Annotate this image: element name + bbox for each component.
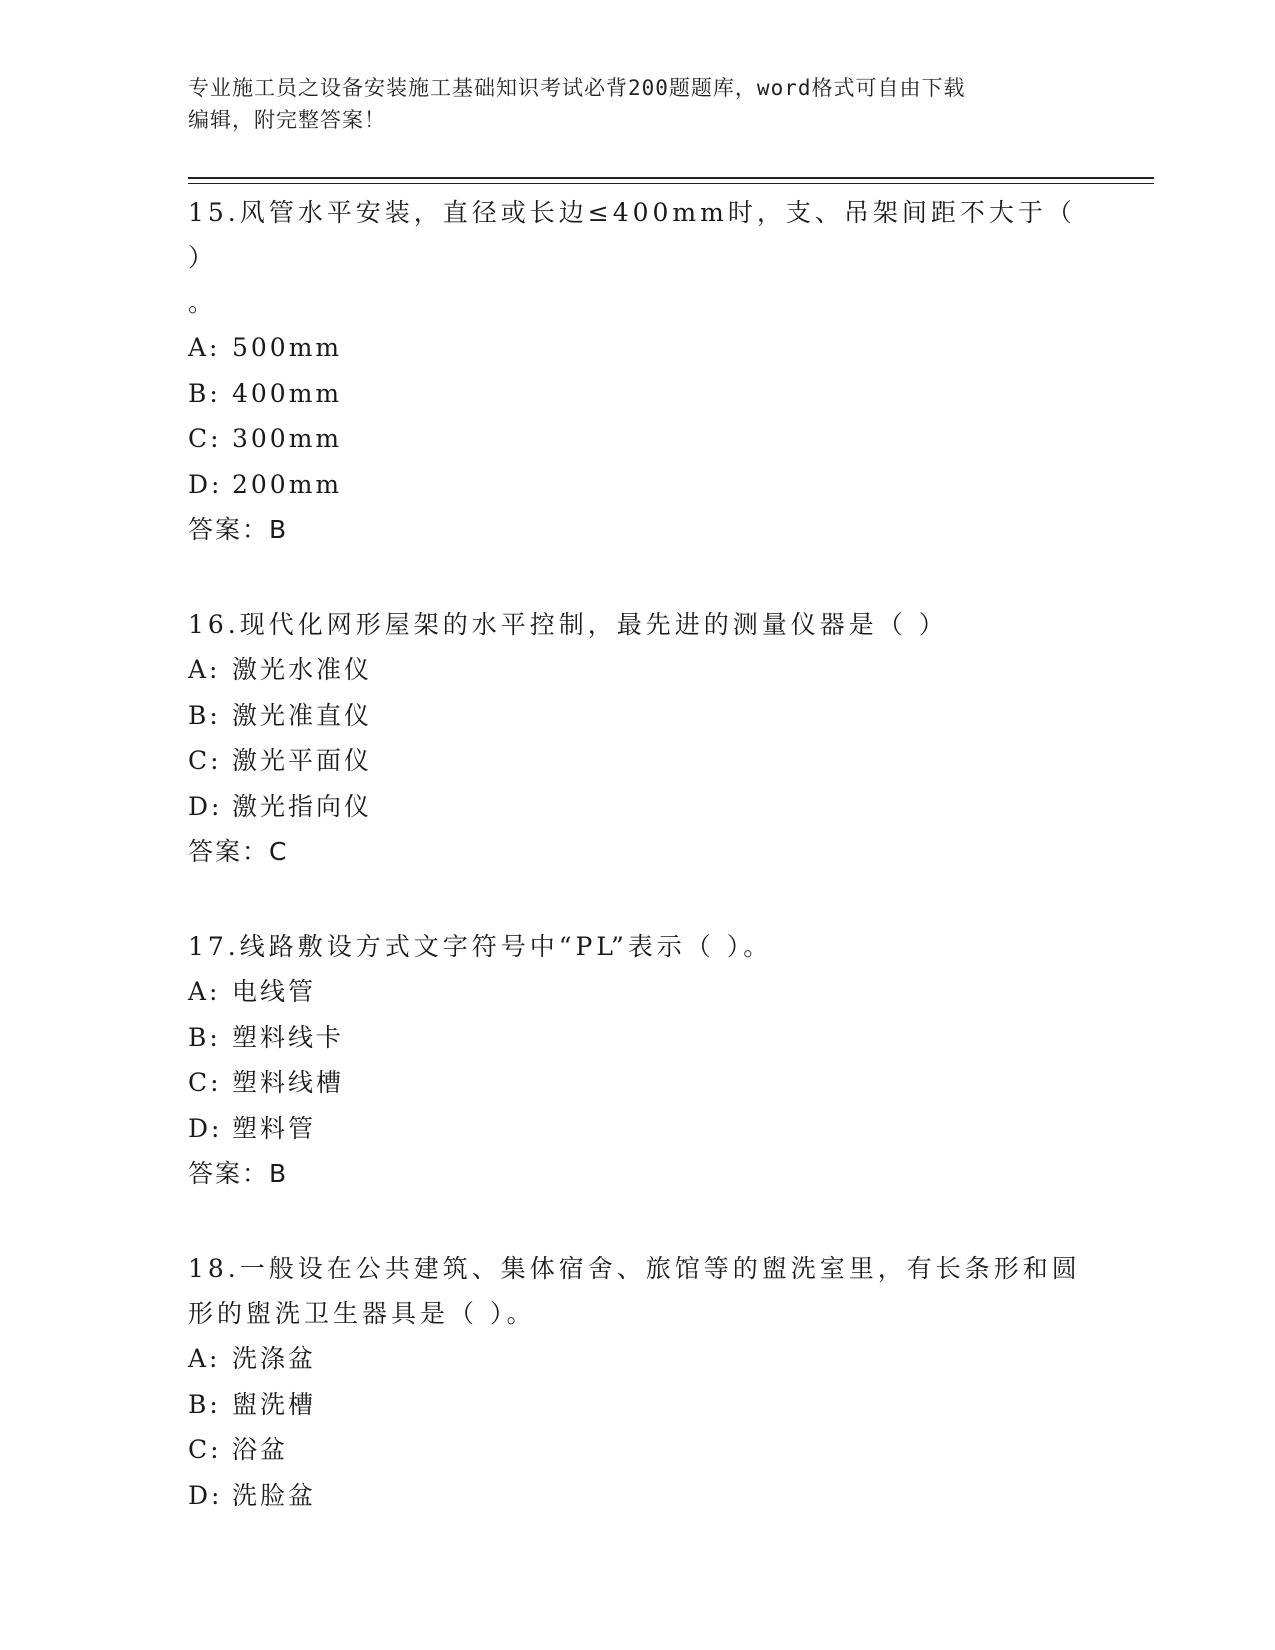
option-text: 浴盆	[232, 1435, 289, 1464]
option-letter: A:	[188, 655, 221, 684]
option-letter: B:	[188, 1022, 221, 1052]
question-spacer	[188, 552, 1088, 602]
option-d	[188, 784, 1088, 830]
option-letter: A:	[188, 977, 221, 1006]
option-b	[188, 371, 1088, 417]
option-letter: C:	[188, 1435, 222, 1464]
question-spacer	[188, 874, 1088, 924]
option-letter: B:	[188, 700, 221, 730]
option-c	[188, 738, 1088, 784]
header-rule-thin	[188, 183, 1154, 184]
option-text: 400mm	[232, 378, 343, 408]
question-16	[188, 602, 1088, 874]
option-d	[188, 1473, 1088, 1519]
option-b	[188, 693, 1088, 739]
option-letter: A:	[188, 1344, 221, 1373]
option-text: 激光平面仪	[232, 746, 373, 775]
option-text: 500mm	[232, 333, 343, 362]
option-a	[188, 1336, 1088, 1382]
option-c	[188, 1427, 1088, 1473]
option-letter: D:	[188, 1113, 223, 1143]
option-text: 塑料线卡	[232, 1022, 345, 1052]
question-text-continued: 。	[188, 288, 218, 317]
question-spacer	[188, 1196, 1088, 1246]
header-rule-thick	[188, 177, 1154, 179]
option-text: 盥洗槽	[232, 1389, 317, 1419]
option-letter: C:	[188, 1068, 222, 1097]
question-15	[188, 190, 1088, 552]
question-17	[188, 924, 1088, 1196]
option-text: 激光水准仪	[232, 655, 373, 684]
option-d	[188, 462, 1088, 508]
option-letter: D:	[188, 1480, 223, 1510]
question-list	[188, 190, 1088, 1518]
option-a	[188, 647, 1088, 693]
option-text: 电线管	[232, 977, 317, 1006]
option-d	[188, 1106, 1088, 1152]
header-line-2: 编辑，附完整答案！	[188, 108, 386, 132]
option-text: 激光准直仪	[232, 700, 373, 730]
question-text: 16.现代化网形屋架的水平控制，最先进的测量仪器是（ ）	[188, 610, 948, 639]
option-text: 洗涤盆	[232, 1344, 317, 1373]
option-b	[188, 1382, 1088, 1428]
option-text: 洗脸盆	[232, 1480, 317, 1510]
document-header	[188, 72, 1088, 136]
answer-line: 答案：B	[188, 515, 289, 544]
question-text: 15.风管水平安装，直径或长边≤400mm时，支、吊架间距不大于（ ）	[188, 198, 1076, 272]
option-a	[188, 325, 1088, 371]
option-b	[188, 1015, 1088, 1061]
option-text: 300mm	[232, 424, 343, 453]
option-text: 激光指向仪	[232, 791, 373, 821]
option-text: 塑料管	[232, 1113, 317, 1143]
question-text: 18.一般设在公共建筑、集体宿舍、旅馆等的盥洗室里，有长条形和圆	[188, 1254, 1081, 1283]
answer-line: 答案：B	[188, 1159, 289, 1188]
option-letter: D:	[188, 791, 223, 821]
option-letter: C:	[188, 746, 222, 775]
option-letter: D:	[188, 469, 223, 499]
option-letter: B:	[188, 378, 221, 408]
question-text: 17.线路敷设方式文字符号中“PL”表示（ ）。	[188, 932, 773, 961]
header-line-1: 专业施工员之设备安装施工基础知识考试必背200题题库，word格式可自由下载	[188, 76, 966, 100]
option-a	[188, 969, 1088, 1015]
question-text-continued: 形的盥洗卫生器具是（ ）。	[188, 1299, 536, 1328]
option-c	[188, 1060, 1088, 1106]
option-letter: A:	[188, 333, 221, 362]
option-letter: C:	[188, 424, 222, 453]
option-text: 200mm	[232, 469, 343, 499]
option-letter: B:	[188, 1389, 221, 1419]
option-c	[188, 416, 1088, 462]
question-18	[188, 1246, 1088, 1518]
option-text: 塑料线槽	[232, 1068, 345, 1097]
answer-line: 答案：C	[188, 837, 289, 866]
